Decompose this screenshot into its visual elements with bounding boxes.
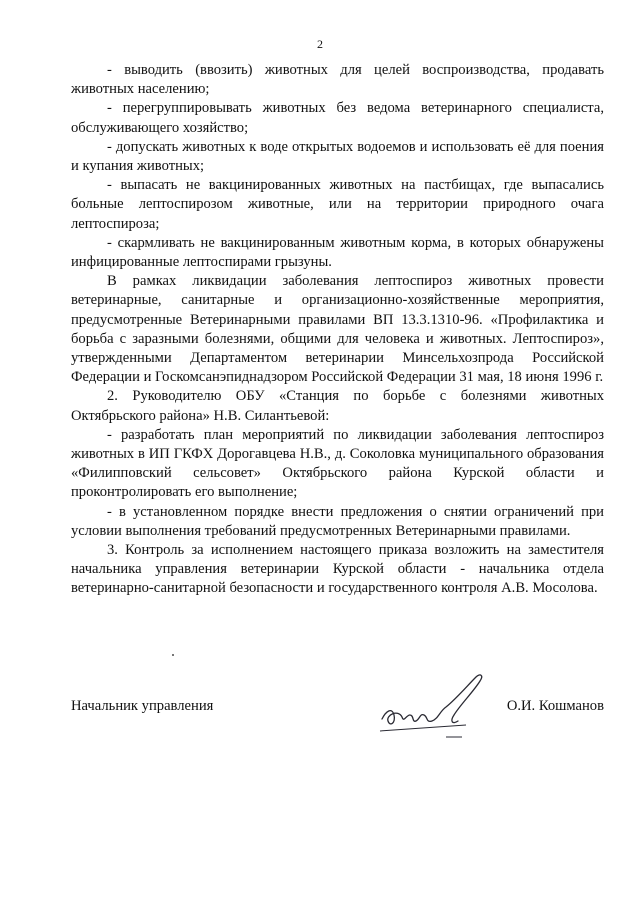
list-item-water-access-ban: - допускать животных к воде открытых водоемов и использовать её для поения и купания животных;	[71, 138, 604, 175]
signatory-name: О.И. Кошманов	[506, 698, 604, 714]
handwritten-signature	[376, 671, 506, 741]
list-item-feeding-ban: - скармливать не вакцинированным животным корма, в которых обнаружены инфицированные лептоспирами грызуны.	[71, 234, 604, 271]
list-item-grazing-ban: - выпасать не вакцинированных животных на пастбищах, где выпасались больные лептоспирозом животные, или на территории природного очага лептоспироза;	[71, 177, 604, 232]
paragraph-item-3: 3. Контроль за исполнением настоящего приказа возложить на заместителя начальника управления ветеринарии Курской области - начальника отдела ветеринарно-санитарной безопасности и государственного контроля А.В. Мосолова.	[71, 542, 604, 597]
list-item-regrouping-ban: - перегруппировывать животных без ведома ветеринарного специалиста, обслуживающего хозяйство;	[71, 100, 604, 136]
page-number: 2	[317, 37, 323, 51]
list-item-develop-plan: - разработать план мероприятий по ликвидации заболевания лептоспироз животных в ИП ГКФХ Дорогавцева Н.В., д. Соколовка муниципального образования «Филипповский сельсовет» Октябрьского района Курской области и проконтролировать его выполнение;	[71, 426, 604, 501]
list-item-breeding-ban: - выводить (ввозить) животных для целей воспроизводства, продавать животных населению;	[71, 62, 604, 98]
signatory-title: Начальник управления	[71, 698, 214, 714]
paragraph-item-2: 2. Руководителю ОБУ «Станция по борьбе с болезнями животных Октябрьского района» Н.В. Силантьевой:	[71, 388, 604, 424]
document-body	[71, 61, 604, 599]
paragraph-measures: В рамках ликвидации заболевания лептоспироз животных провести ветеринарные, санитарные и организационно-хозяйственные мероприятия, предусмотренные Ветеринарными правилами ВП 13.3.1310-96. «Профилактика и борьба с заразными болезнями, общими для человека и животных. Лептоспироз», утвержденными Департаментом ветеринарии Минсельхозпрода Российской Федерации и Госкомсанэпиднадзором Российской Федерации 31 мая, 18 июня 1996 г.	[71, 273, 604, 386]
scan-speck	[172, 654, 174, 656]
list-item-lift-restrictions: - в установленном порядке внести предложения о снятии ограничений при условии выполнения требований предусмотренных Ветеринарными правилами.	[71, 503, 604, 539]
